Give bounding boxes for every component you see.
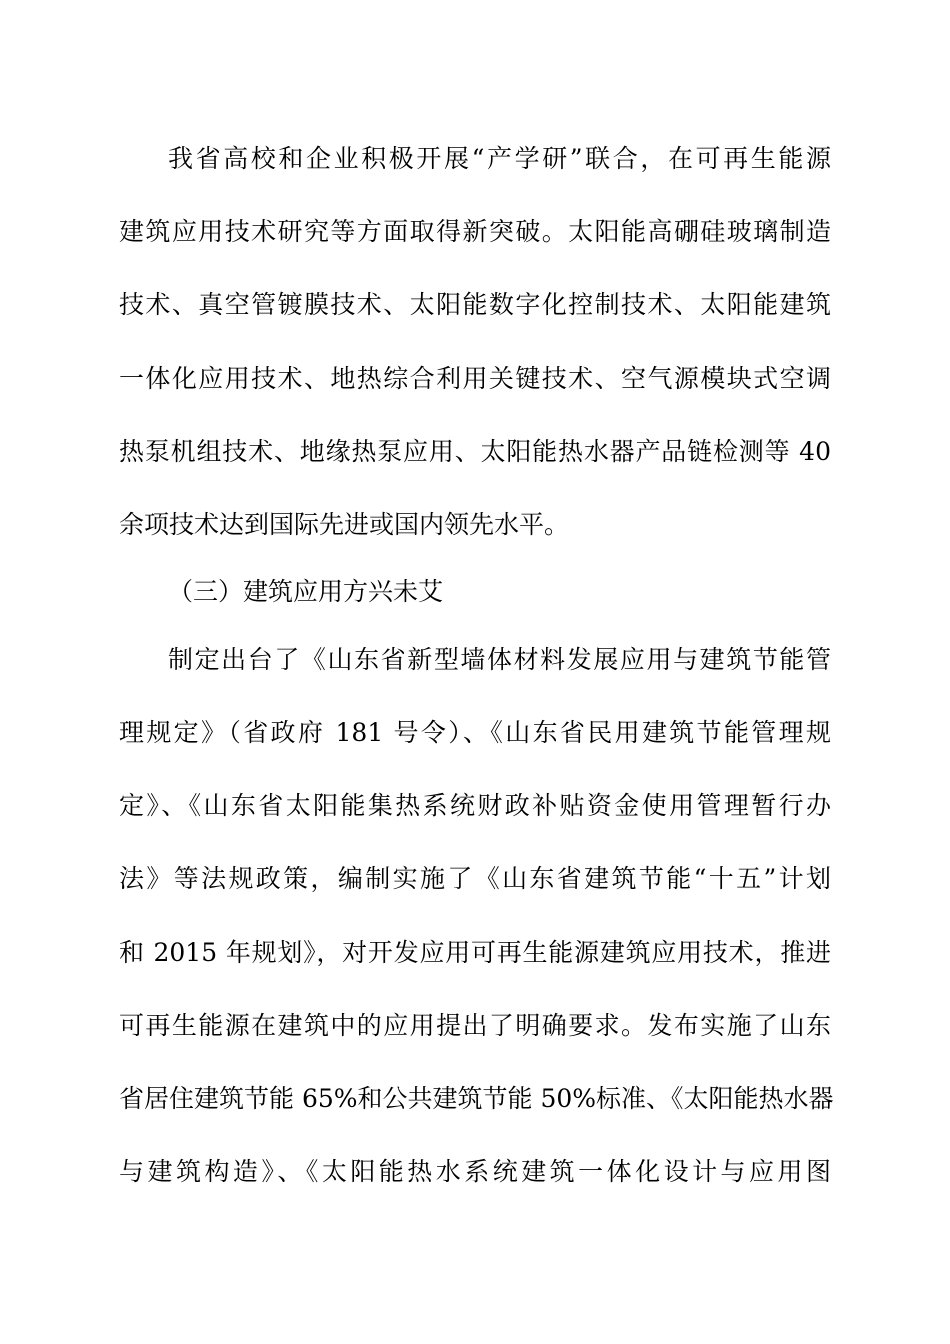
paragraph1-line-1: 我省高校和企业积极开展“产学研”联合，在可再生能源 bbox=[168, 144, 831, 173]
paragraph1-line-6: 余项技术达到国际先进或国内领先水平。 bbox=[119, 510, 570, 539]
paragraph1-line-4: 一体化应用技术、地热综合利用关键技术、空气源模块式空调 bbox=[119, 364, 831, 393]
section-heading: （三）建筑应用方兴未艾 bbox=[168, 577, 444, 606]
paragraph1-line-5: 热泵机组技术、地缘热泵应用、太阳能热水器产品链检测等 40 bbox=[119, 437, 831, 466]
paragraph2-line-5: 和 2015 年规划》，对开发应用可再生能源建筑应用技术，推进 bbox=[119, 938, 831, 967]
paragraph2-line-2: 理规定》（省政府 181 号令）、《山东省民用建筑节能管理规 bbox=[119, 718, 831, 747]
paragraph2-line-1: 制定出台了《山东省新型墙体材料发展应用与建筑节能管 bbox=[168, 645, 831, 674]
paragraph2-line-8: 与建筑构造》、《太阳能热水系统建筑一体化设计与应用图 bbox=[119, 1157, 831, 1186]
paragraph2-line-7: 省居住建筑节能 65%和公共建筑节能 50%标准、《太阳能热水器 bbox=[119, 1084, 834, 1113]
paragraph1-line-3: 技术、真空管镀膜技术、太阳能数字化控制技术、太阳能建筑 bbox=[119, 290, 831, 319]
paragraph2-line-3: 定》、《山东省太阳能集热系统财政补贴资金使用管理暂行办 bbox=[119, 791, 831, 820]
paragraph1-line-2: 建筑应用技术研究等方面取得新突破。太阳能高硼硅玻璃制造 bbox=[119, 217, 831, 246]
paragraph2-line-4: 法》等法规政策，编制实施了《山东省建筑节能“十五”计划 bbox=[119, 864, 831, 893]
paragraph2-line-6: 可再生能源在建筑中的应用提出了明确要求。发布实施了山东 bbox=[119, 1011, 831, 1040]
